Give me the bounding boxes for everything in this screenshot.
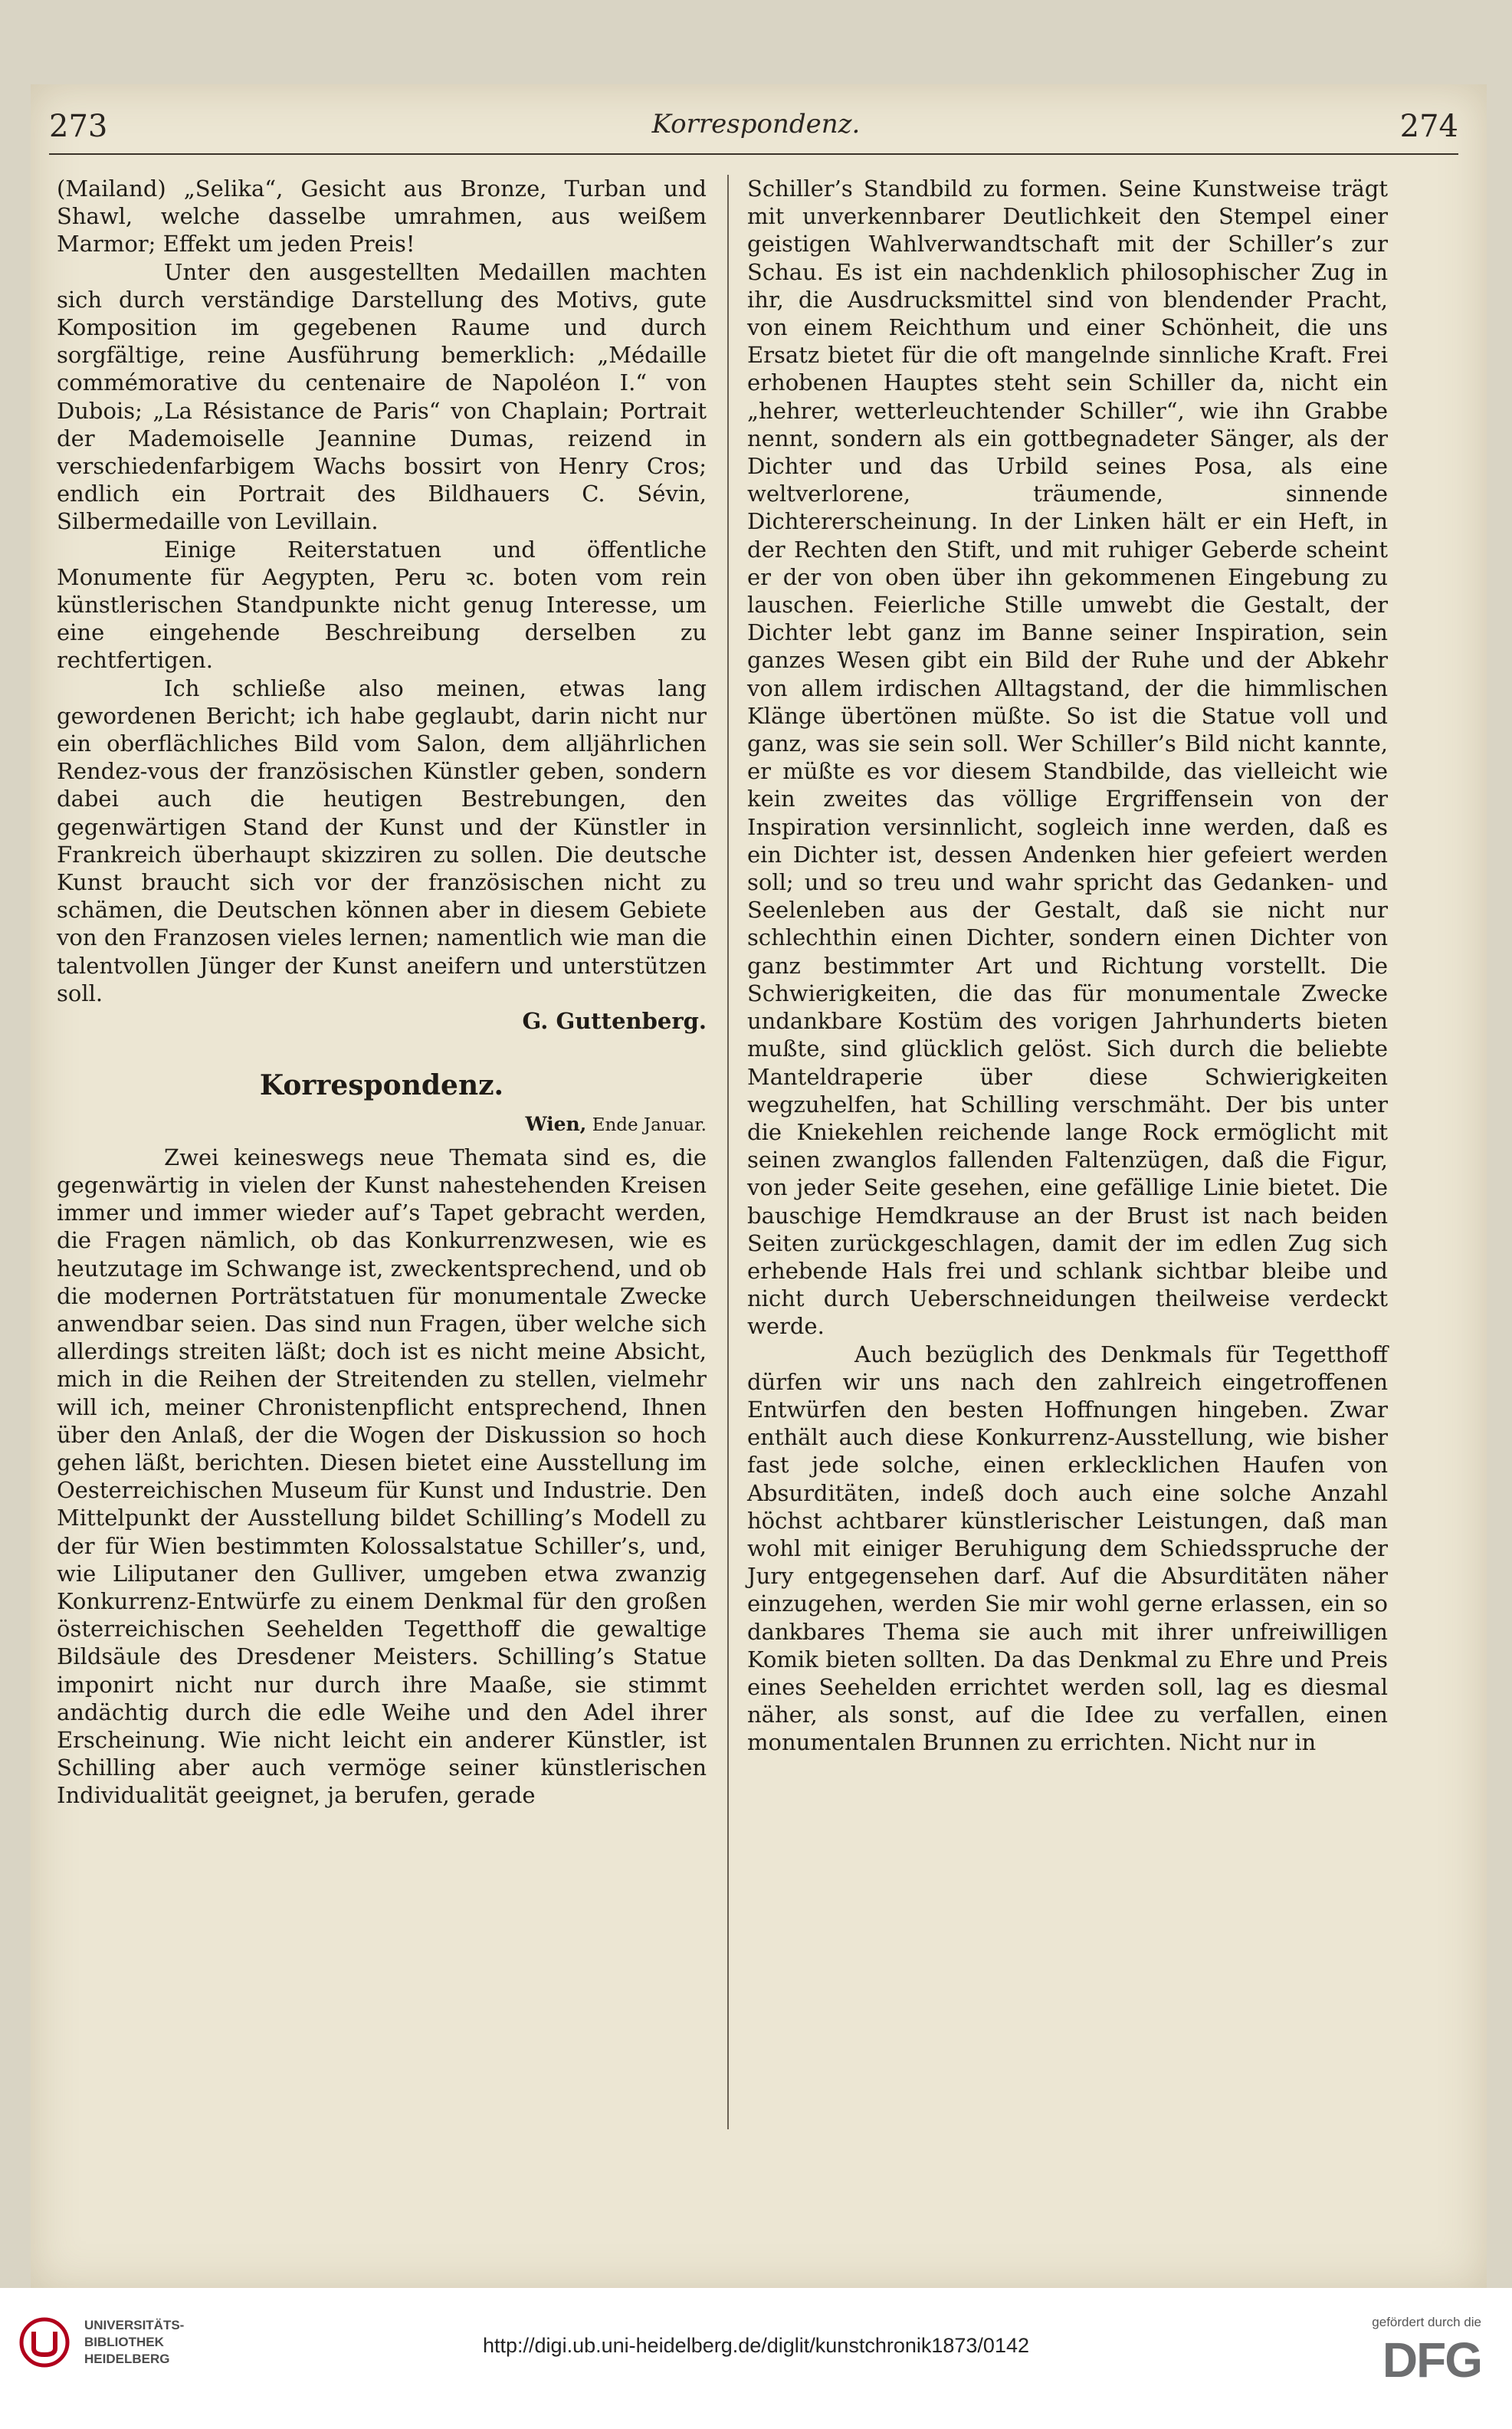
header-rule [49,153,1458,155]
paragraph: Unter den ausgestellten Medaillen machten sich durch verständige Darstellung des Motivs, gute Komposition im gegebenen Raume und durch sorgfältige, reine Ausführung bemerklich: „Médaille commémorative du centenaire de Napoléon I.“ von Dubois; „La Résistance de Paris“ von Chaplain; Portrait der Mademoiselle Jeannine Dumas, reizend in verschiedenfarbigem Wachs bossirt von Henry Cros; endlich ein Portrait des Bildhauers C. Sévin, Silbermedaille von Levillain. [57,258,707,535]
running-title: Korrespondenz. [651,109,861,140]
dfg-logo: DFG [1382,2332,1481,2388]
library-line: UNIVERSITÄTS- [84,2318,185,2332]
funded-by-text: gefördert durch die [1372,2315,1481,2329]
paragraph: Auch bezüglich des Denkmals für Tegetthoff dürfen wir uns nach den zahlreich eingetroffenen Entwürfen den besten Hoffnungen hingeben. Zwar enthält auch diese Konkurrenz-Ausstellung, wie bisher fast jede solche, einen erklecklichen Haufen von Absurditäten, indeß doch auch eine solche Anzahl höchst achtbarer künstlerischer Leistungen, daß man wohl mit einiger Beruhigung dem Schiedsspruche der Jury entgegensehen darf. Auf die Absurditäten näher einzugehen, werden Sie mir wohl gerne erlassen, ein so dankbares Thema sie auch mit ihrer unfreiwilligen Komik bieten sollten. Da das Denkmal zu Ehre und Preis eines Seehelden errichtet werden soll, lag es diesmal näher, als sonst, auf die Idee zu verfallen, einen monumentalen Brunnen zu errichten. Nicht nur in [747,1341,1388,1756]
library-line: BIBLIOTHEK [84,2335,164,2349]
left-column [57,175,707,1810]
library-line: HEIDELBERG [84,2352,170,2366]
section-heading: Korrespondenz. [259,1069,504,1102]
page-number-right: 274 [1399,109,1458,144]
paragraph: Einige Reiterstatuen und öffentliche Monumente für Aegypten, Peru ꝛc. boten vom rein künstlerischen Standpunkte nicht genug Interesse, um eine eingehende Beschreibung derselben zu rechtfertigen. [57,536,707,674]
source-url-link[interactable]: http://digi.ub.uni-heidelberg.de/diglit/kunstchronik1873/0142 [483,2334,1029,2357]
dateline [57,1111,707,1139]
page-number-left: 273 [49,109,108,144]
paragraph: Ich schließe also meinen, etwas lang gewordenen Bericht; ich habe geglaubt, darin nicht nur ein oberflächliches Bild vom Salon, dem alljährlichen Rendez-vous der französischen Künstler geben, sondern dabei auch die heutigen Bestrebungen, den gegenwärtigen Stand der Kunst und der Künstler in Frankreich überhaupt skizziren zu sollen. Die deutsche Kunst braucht sich vor der französischen nicht zu schämen, die Deutschen können aber in diesem Gebiete von den Franzosen vieles lernen; namentlich wie man die talentvollen Jünger der Kunst aneifern und unterstützen soll. [57,675,707,1006]
signature: G. Guttenberg. [522,1008,707,1035]
right-column [747,175,1388,1757]
paragraph: Schiller’s Standbild zu formen. Seine Kunstweise trägt mit unverkennbarer Deutlichkeit den Stempel einer geistigen Wahlverwandtschaft mit der Schiller’s zur Schau. Es ist ein nachdenklich philosophischer Zug in ihr, die Ausdrucksmittel sind von blendender Pracht, von einem Reichthum und einer Schönheit, die uns Ersatz bietet für die oft mangelnde sinnliche Kraft. Frei erhobenen Hauptes steht sein Schiller da, nicht ein „hehrer, wetterleuchtender Schiller“, wie ihn Grabbe nennt, sondern als ein gottbegnadeter Sänger, als der Dichter und das Urbild seines Posa, als eine weltverlorene, träumende, sinnende Dichtererscheinung. In der Linken hält er ein Heft, in der Rechten den Stift, und mit ruhiger Geberde scheint er der von oben über ihn gekommenen Eingebung zu lauschen. Feierliche Stille umwebt die Gestalt, der Dichter lebt ganz im Banne seiner Inspiration, sein ganzes Wesen gibt ein Bild der Ruhe und der Abkehr von allem irdischen Alltagstand, der die himmlischen Klänge übertönen müßte. So ist die Statue voll und ganz, was sie sein soll. Wer Schiller’s Bild nicht kannte, er müßte es vor diesem Standbilde, das vielleicht wie kein zweites das völlige Ergriffensein von der Inspiration versinnlicht, sogleich inne werden, daß es ein Dichter ist, dessen Andenken hier gefeiert werden soll; und so treu und wahr spricht das Gedanken- und Seelenleben aus der Gestalt, daß sie nicht nur schlechthin einen Dichter, sondern einen Dichter von ganz bestimmter Art und Richtung vorstellt. Die Schwierigkeiten, die das für monumentale Zwecke undankbare Kostüm des vorigen Jahrhunderts bieten mußte, sind glücklich gelöst. Sich durch die beliebte Manteldraperie über diese Schwierigkeiten wegzuhelfen, hat Schilling verschmäht. Der bis unter die Kniekehlen reichende lange Rock ermöglicht mit seinen zwanglos fallenden Faltenzügen, daß die Figur, von jeder Seite gesehen, eine gefällige Linie bietet. Die bauschige Hemdkrause an der Brust ist nach beiden Seiten zurückgeschlagen, damit der im edlen Zug sich erhebende Hals frei und schlank sichtbar bleibe und nicht durch Ueberschneidungen theilweise verdeckt werde. [747,176,1388,1340]
paragraph: Zwei keineswegs neue Themata sind es, die gegenwärtig in vielen der Kunst nahestehenden Kreisen immer und immer wieder auf’s Tapet gebracht werden, die Fragen nämlich, ob das Konkurrenzwesen, wie es heutzutage im Schwange ist, zweckentsprechend, und ob die modernen Porträtstatuen für monumentale Zwecke anwendbar seien. Das sind nun Fragen, über welche sich allerdings streiten läßt; doch ist es nicht meine Absicht, mich in die Reihen der Streitenden zu stellen, vielmehr will ich, meiner Chronistenpflicht entsprechend, Ihnen über den Anlaß, der die Wogen der Diskussion so hoch gehen läßt, berichten. Diesen bietet eine Ausstellung im Oesterreichischen Museum für Kunst und Industrie. Den Mittelpunkt der Ausstellung bildet Schilling’s Modell zu der für Wien bestimmten Kolossalstatue Schiller’s, und, wie Liliputaner den Gulliver, umgeben etwa zwanzig Konkurrenz-Entwürfe zu einem Denkmal für den großen österreichischen Seehelden Tegetthoff die gewaltige Bildsäule des Dresdener Meisters. Schilling’s Statue imponirt nicht nur durch ihre Maaße, sie stimmt andächtig durch die edle Weihe und den Adel ihrer Erscheinung. Wie nicht leicht ein anderer Künstler, ist Schilling aber auch vermöge seiner künstlerischen Individualität geeignet, ja berufen, gerade [57,1144,707,1809]
dateline-date: Ende Januar. [592,1114,707,1135]
paragraph: (Mailand) „Selika“, Gesicht aus Bronze, Turban und Shawl, welche dasselbe umrahmen, aus weißem Marmor; Effekt um jeden Preis! [57,176,707,258]
dateline-place: Wien, [525,1112,587,1135]
column-divider [727,175,729,2129]
footer-bar [0,2288,1512,2429]
